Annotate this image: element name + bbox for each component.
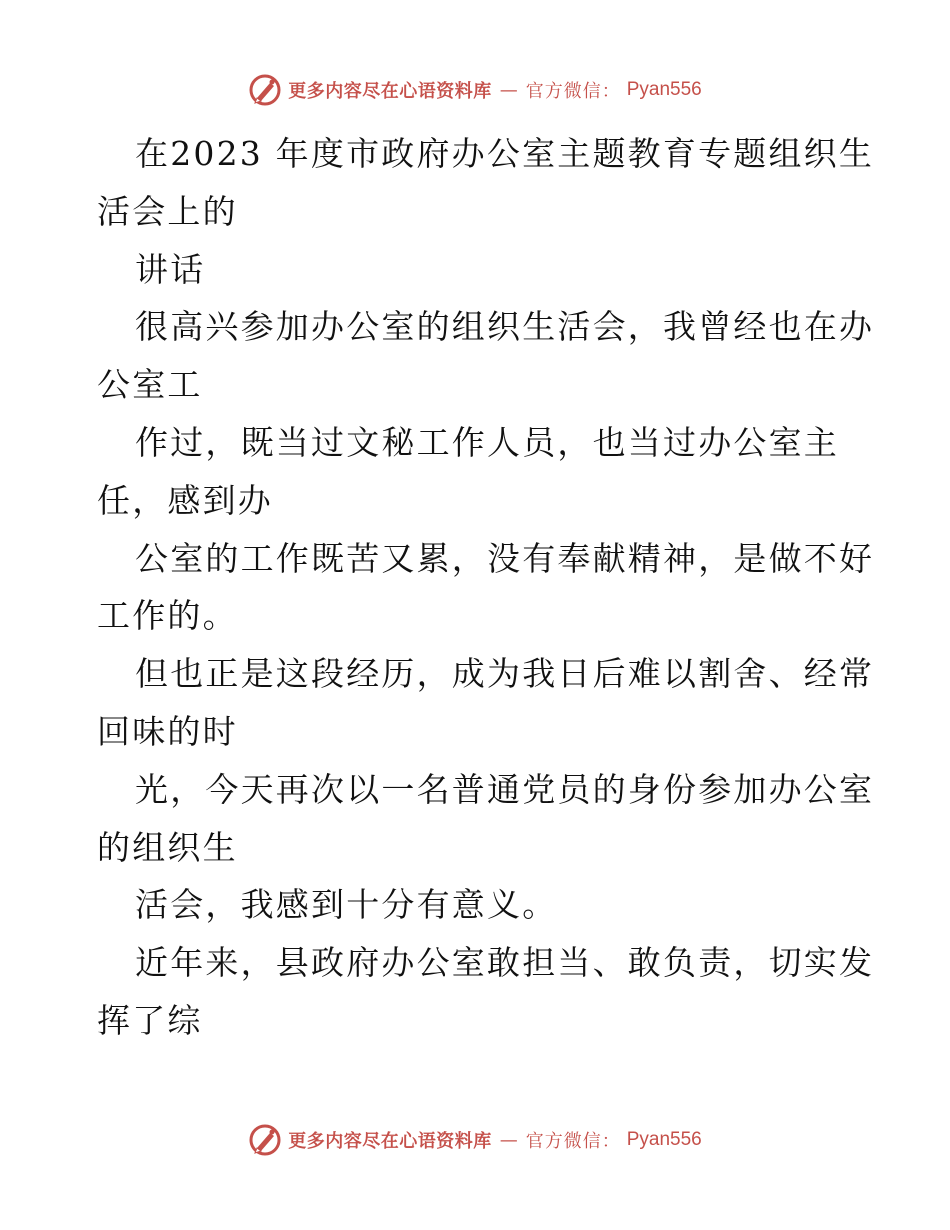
- text-line: 活会，我感到十分有意义。: [135, 885, 558, 925]
- text-line: 近年来，县政府办公室敢担当、敢负责，切实发: [135, 943, 875, 983]
- footer-watermark: [0, 1120, 950, 1160]
- text-line: 回味的时: [97, 711, 238, 751]
- text-line: 工作的。: [97, 596, 238, 636]
- text-line: 活会上的: [97, 191, 238, 231]
- document-body: [97, 125, 875, 1050]
- pen-logo-icon: [248, 73, 282, 107]
- text-line: 的组织生: [97, 827, 238, 867]
- text-line: 公室的工作既苦又累，没有奉献精神，是做不好: [135, 538, 875, 578]
- text-line: 任，感到办: [97, 480, 273, 520]
- watermark-dash: —: [499, 1129, 518, 1151]
- watermark-brand: 更多内容尽在心语资料库: [288, 1131, 492, 1152]
- pen-logo-icon: [248, 1123, 282, 1157]
- header-watermark: [0, 70, 950, 110]
- watermark-id: Pyan556: [626, 79, 702, 100]
- text-line: 在2023 年度市政府办公室主题教育专题组织生: [135, 134, 875, 173]
- watermark-id: Pyan556: [626, 1129, 702, 1150]
- watermark-dash: —: [499, 79, 518, 101]
- text-line: 讲话: [135, 249, 206, 289]
- text-line: 挥了综: [97, 1000, 203, 1040]
- text-line: 光，今天再次以一名普通党员的身份参加办公室: [135, 769, 875, 809]
- watermark-brand: 更多内容尽在心语资料库: [288, 81, 492, 102]
- text-line: 作过，既当过文秘工作人员，也当过办公室主: [135, 422, 839, 462]
- text-line: 但也正是这段经历，成为我日后难以割舍、经常: [135, 654, 875, 694]
- text-line: 公室工: [97, 365, 203, 405]
- text-line: 很高兴参加办公室的组织生活会，我曾经也在办: [135, 307, 875, 347]
- watermark-label: 官方微信：: [525, 1131, 621, 1152]
- watermark-label: 官方微信：: [525, 81, 621, 102]
